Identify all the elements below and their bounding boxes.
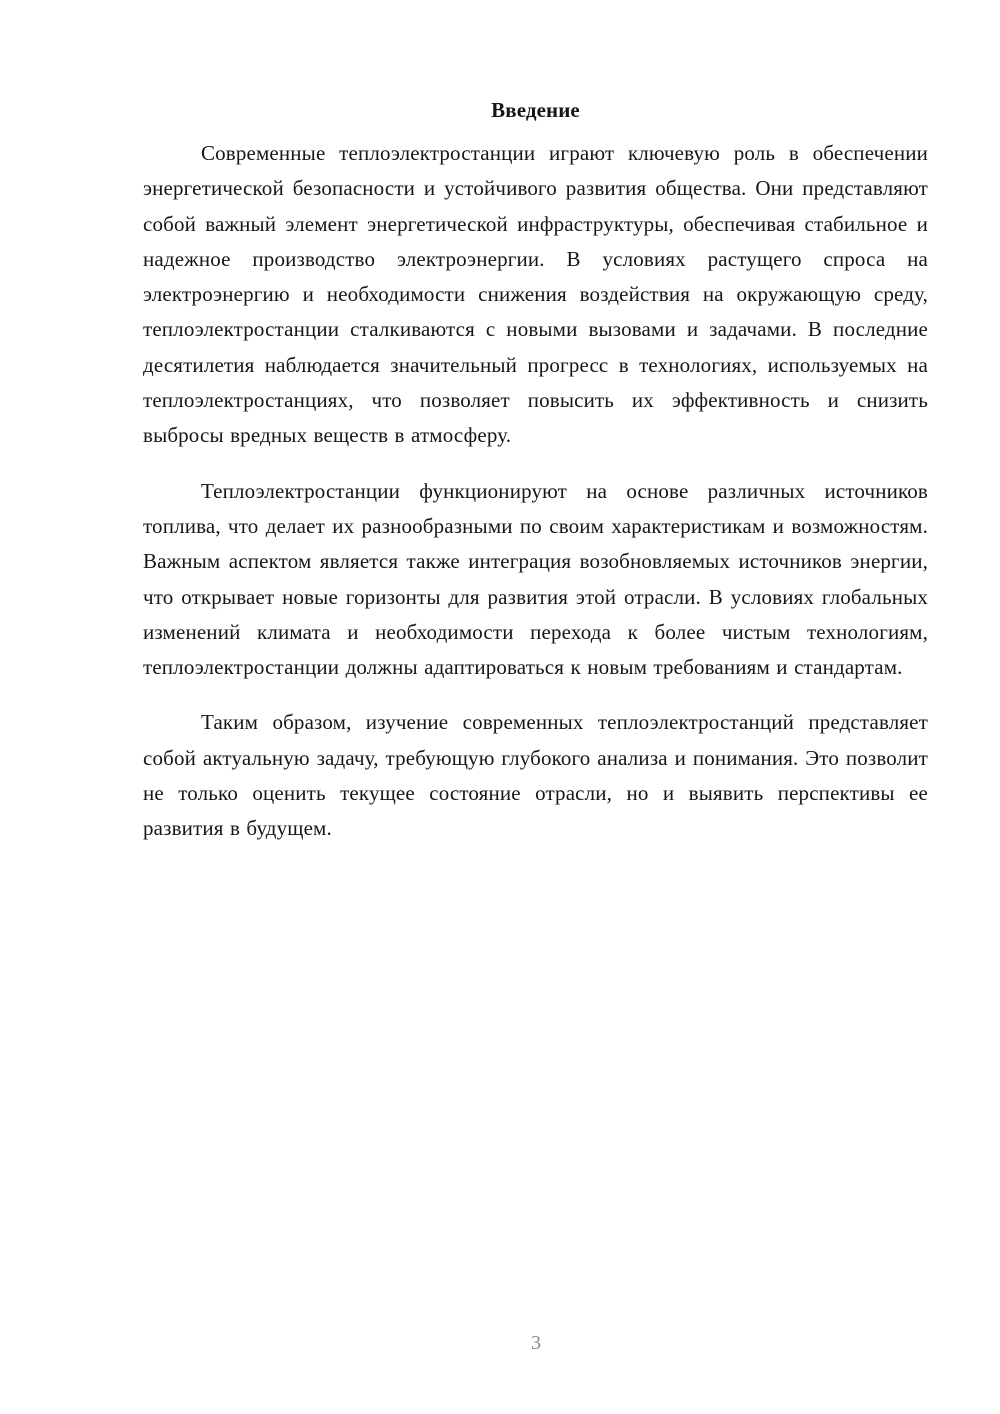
paragraph-2: Теплоэлектростанции функционируют на основе различных источников топлива, что делает их разнообразными по своим характеристикам и возможностям. Важным аспектом является также интеграция возобновляемых источников энергии, что открывает новые горизонты для развития этой отрасли. В условиях глобальных изменений климата и необходимости перехода к более чистым технологиям, теплоэлектростанции должны адаптироваться к новым требованиям и стандартам. [143,478,928,680]
page-content [143,96,928,867]
paragraph-1: Современные теплоэлектростанции играют ключевую роль в обеспечении энергетической безопасности и устойчивого развития общества. Они представляют собой важный элемент энергетической инфраструктуры, обеспечивая стабильное и надежное производство электроэнергии. В условиях растущего спроса на электроэнергию и необходимости снижения воздействия на окружающую среду, теплоэлектростанции сталкиваются с новыми вызовами и задачами. В последние десятилетия наблюдается значительный прогресс в технологиях, используемых на теплоэлектростанциях, что позволяет повысить их эффективность и снизить выбросы вредных веществ в атмосферу. [143,141,928,448]
section-heading: Введение [491,98,580,122]
paragraph-3: Таким образом, изучение современных теплоэлектростанций представляет собой актуальную задачу, требующую глубокого анализа и понимания. Это позволит не только оценить текущее состояние отрасли, но и выявить перспективы ее развития в будущем. [143,710,928,841]
page-number: 3 [531,1332,541,1354]
